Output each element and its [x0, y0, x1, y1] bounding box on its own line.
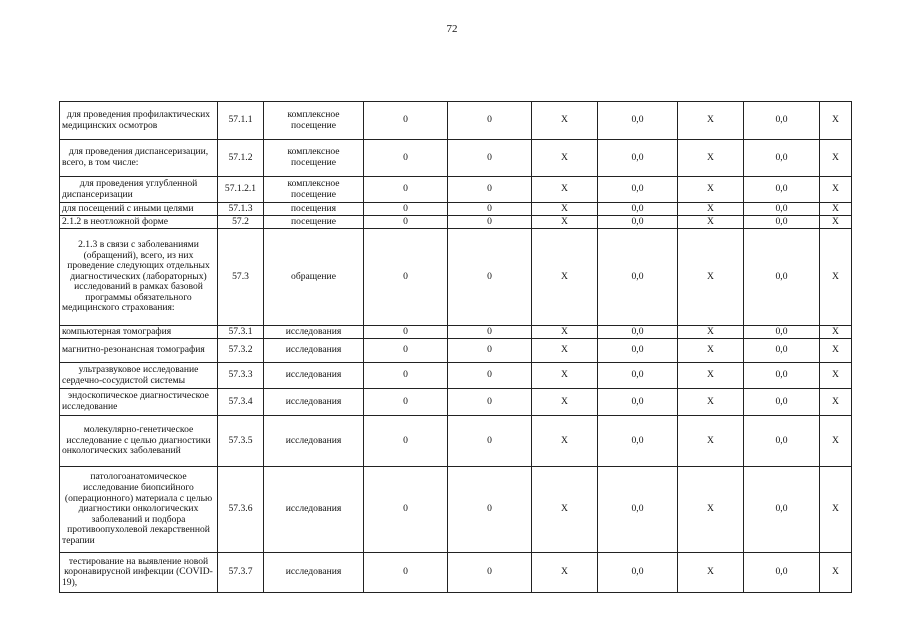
value-cell: X [532, 339, 598, 363]
value-cell: 0 [448, 467, 532, 553]
value-cell: 0,0 [598, 203, 678, 216]
value-cell: X [678, 553, 744, 593]
table-row [60, 102, 852, 140]
value-cell: X [532, 177, 598, 203]
value-cell: X [532, 326, 598, 339]
value-cell: X [532, 363, 598, 389]
row-code-cell: 57.3.5 [218, 416, 264, 467]
row-name-cell: для посещений с иными целями [60, 203, 218, 216]
value-cell: X [532, 229, 598, 326]
value-cell: X [820, 339, 852, 363]
value-cell: 0 [364, 102, 448, 140]
value-cell: X [678, 140, 744, 177]
value-cell: 0 [364, 140, 448, 177]
value-cell: X [678, 216, 744, 229]
value-cell: 0,0 [744, 326, 820, 339]
value-cell: 0 [364, 416, 448, 467]
value-cell: 0,0 [598, 102, 678, 140]
table-row [60, 229, 852, 326]
value-cell: X [532, 140, 598, 177]
table-row [60, 416, 852, 467]
row-unit-cell: исследования [264, 363, 364, 389]
row-code-cell: 57.1.2 [218, 140, 264, 177]
value-cell: X [678, 467, 744, 553]
value-cell: X [678, 102, 744, 140]
value-cell: 0 [448, 229, 532, 326]
value-cell: 0,0 [744, 416, 820, 467]
value-cell: 0,0 [744, 363, 820, 389]
table-row [60, 363, 852, 389]
value-cell: X [678, 326, 744, 339]
table-row [60, 553, 852, 593]
value-cell: 0 [448, 326, 532, 339]
value-cell: X [678, 203, 744, 216]
value-cell: 0 [448, 553, 532, 593]
value-cell: X [820, 203, 852, 216]
value-cell: X [820, 216, 852, 229]
value-cell: 0,0 [598, 140, 678, 177]
value-cell: X [820, 416, 852, 467]
value-cell: 0 [448, 416, 532, 467]
value-cell: 0 [364, 339, 448, 363]
value-cell: 0 [364, 229, 448, 326]
row-name-cell: патологоанатомическое исследование биопсийного (операционного) материала с целью диагностики онкологических заболеваний и подбора противоопухолевой лекарственной терапии [60, 467, 218, 553]
value-cell: X [678, 416, 744, 467]
table-row [60, 389, 852, 416]
page-number: 72 [446, 23, 458, 35]
value-cell: X [820, 553, 852, 593]
table-row [60, 216, 852, 229]
value-cell: 0 [448, 339, 532, 363]
value-cell: 0 [364, 363, 448, 389]
row-code-cell: 57.3.1 [218, 326, 264, 339]
value-cell: 0,0 [744, 102, 820, 140]
value-cell: 0,0 [744, 229, 820, 326]
value-cell: 0,0 [598, 216, 678, 229]
value-cell: X [820, 363, 852, 389]
value-cell: 0,0 [744, 467, 820, 553]
row-name-cell: 2.1.2 в неотложной форме [60, 216, 218, 229]
row-code-cell: 57.2 [218, 216, 264, 229]
row-name-cell: магнитно-резонансная томография [60, 339, 218, 363]
table-row [60, 203, 852, 216]
value-cell: X [532, 416, 598, 467]
row-name-cell: 2.1.3 в связи с заболеваниями (обращений), всего, из них проведение следующих отдельных диагностических (лабораторных) исследований в рамках базовой программы обязательного медицинского страхования: [60, 229, 218, 326]
value-cell: 0,0 [598, 467, 678, 553]
value-cell: X [678, 389, 744, 416]
value-cell: X [532, 102, 598, 140]
row-unit-cell: исследования [264, 389, 364, 416]
value-cell: 0,0 [598, 326, 678, 339]
value-cell: X [820, 140, 852, 177]
value-cell: 0,0 [598, 363, 678, 389]
row-code-cell: 57.3.2 [218, 339, 264, 363]
table-row [60, 177, 852, 203]
value-cell: 0,0 [744, 339, 820, 363]
value-cell: X [532, 203, 598, 216]
table-row [60, 326, 852, 339]
table-row [60, 467, 852, 553]
row-unit-cell: исследования [264, 467, 364, 553]
value-cell: 0,0 [744, 203, 820, 216]
value-cell: X [678, 339, 744, 363]
value-cell: 0 [448, 363, 532, 389]
row-name-cell: эндоскопическое диагностическое исследование [60, 389, 218, 416]
value-cell: X [532, 467, 598, 553]
value-cell: X [820, 229, 852, 326]
value-cell: 0,0 [598, 339, 678, 363]
row-code-cell: 57.1.2.1 [218, 177, 264, 203]
row-unit-cell: посещение [264, 216, 364, 229]
value-cell: X [532, 553, 598, 593]
value-cell: 0 [448, 389, 532, 416]
row-code-cell: 57.3.3 [218, 363, 264, 389]
value-cell: X [678, 229, 744, 326]
row-code-cell: 57.1.1 [218, 102, 264, 140]
row-unit-cell: исследования [264, 416, 364, 467]
row-unit-cell: комплексное посещение [264, 102, 364, 140]
row-unit-cell: обращение [264, 229, 364, 326]
table-row [60, 339, 852, 363]
row-code-cell: 57.1.3 [218, 203, 264, 216]
value-cell: 0,0 [744, 177, 820, 203]
row-name-cell: для проведения профилактических медицинских осмотров [60, 102, 218, 140]
row-unit-cell: исследования [264, 553, 364, 593]
value-cell: 0,0 [598, 229, 678, 326]
row-name-cell: для проведения диспансеризации, всего, в том числе: [60, 140, 218, 177]
row-unit-cell: исследования [264, 326, 364, 339]
value-cell: 0,0 [598, 177, 678, 203]
value-cell: 0 [448, 203, 532, 216]
value-cell: X [820, 177, 852, 203]
value-cell: X [820, 389, 852, 416]
value-cell: X [820, 326, 852, 339]
value-cell: X [678, 363, 744, 389]
value-cell: 0,0 [744, 140, 820, 177]
value-cell: X [678, 177, 744, 203]
row-code-cell: 57.3.7 [218, 553, 264, 593]
row-code-cell: 57.3.6 [218, 467, 264, 553]
value-cell: 0,0 [598, 416, 678, 467]
value-cell: 0 [364, 467, 448, 553]
row-name-cell: молекулярно-генетическое исследование с целью диагностики онкологических заболеваний [60, 416, 218, 467]
value-cell: X [532, 216, 598, 229]
row-unit-cell: комплексное посещение [264, 177, 364, 203]
row-name-cell: тестирование на выявление новой коронавирусной инфекции (COVID-19), [60, 553, 218, 593]
value-cell: 0,0 [744, 389, 820, 416]
value-cell: 0 [364, 203, 448, 216]
value-cell: 0 [448, 177, 532, 203]
row-unit-cell: комплексное посещение [264, 140, 364, 177]
value-cell: 0 [364, 177, 448, 203]
value-cell: X [532, 389, 598, 416]
row-unit-cell: исследования [264, 339, 364, 363]
value-cell: 0 [364, 389, 448, 416]
value-cell: X [820, 102, 852, 140]
value-cell: 0 [364, 553, 448, 593]
row-name-cell: для проведения углубленной диспансеризации [60, 177, 218, 203]
row-name-cell: компьютерная томография [60, 326, 218, 339]
value-cell: 0,0 [598, 553, 678, 593]
data-table [59, 101, 852, 593]
value-cell: 0 [448, 102, 532, 140]
value-cell: 0 [448, 216, 532, 229]
value-cell: 0 [364, 216, 448, 229]
row-code-cell: 57.3 [218, 229, 264, 326]
table-row [60, 140, 852, 177]
value-cell: 0 [364, 326, 448, 339]
value-cell: 0,0 [598, 389, 678, 416]
value-cell: X [820, 467, 852, 553]
value-cell: 0,0 [744, 553, 820, 593]
row-name-cell: ультразвуковое исследование сердечно-сосудистой системы [60, 363, 218, 389]
row-unit-cell: посещения [264, 203, 364, 216]
value-cell: 0,0 [744, 216, 820, 229]
row-code-cell: 57.3.4 [218, 389, 264, 416]
value-cell: 0 [448, 140, 532, 177]
